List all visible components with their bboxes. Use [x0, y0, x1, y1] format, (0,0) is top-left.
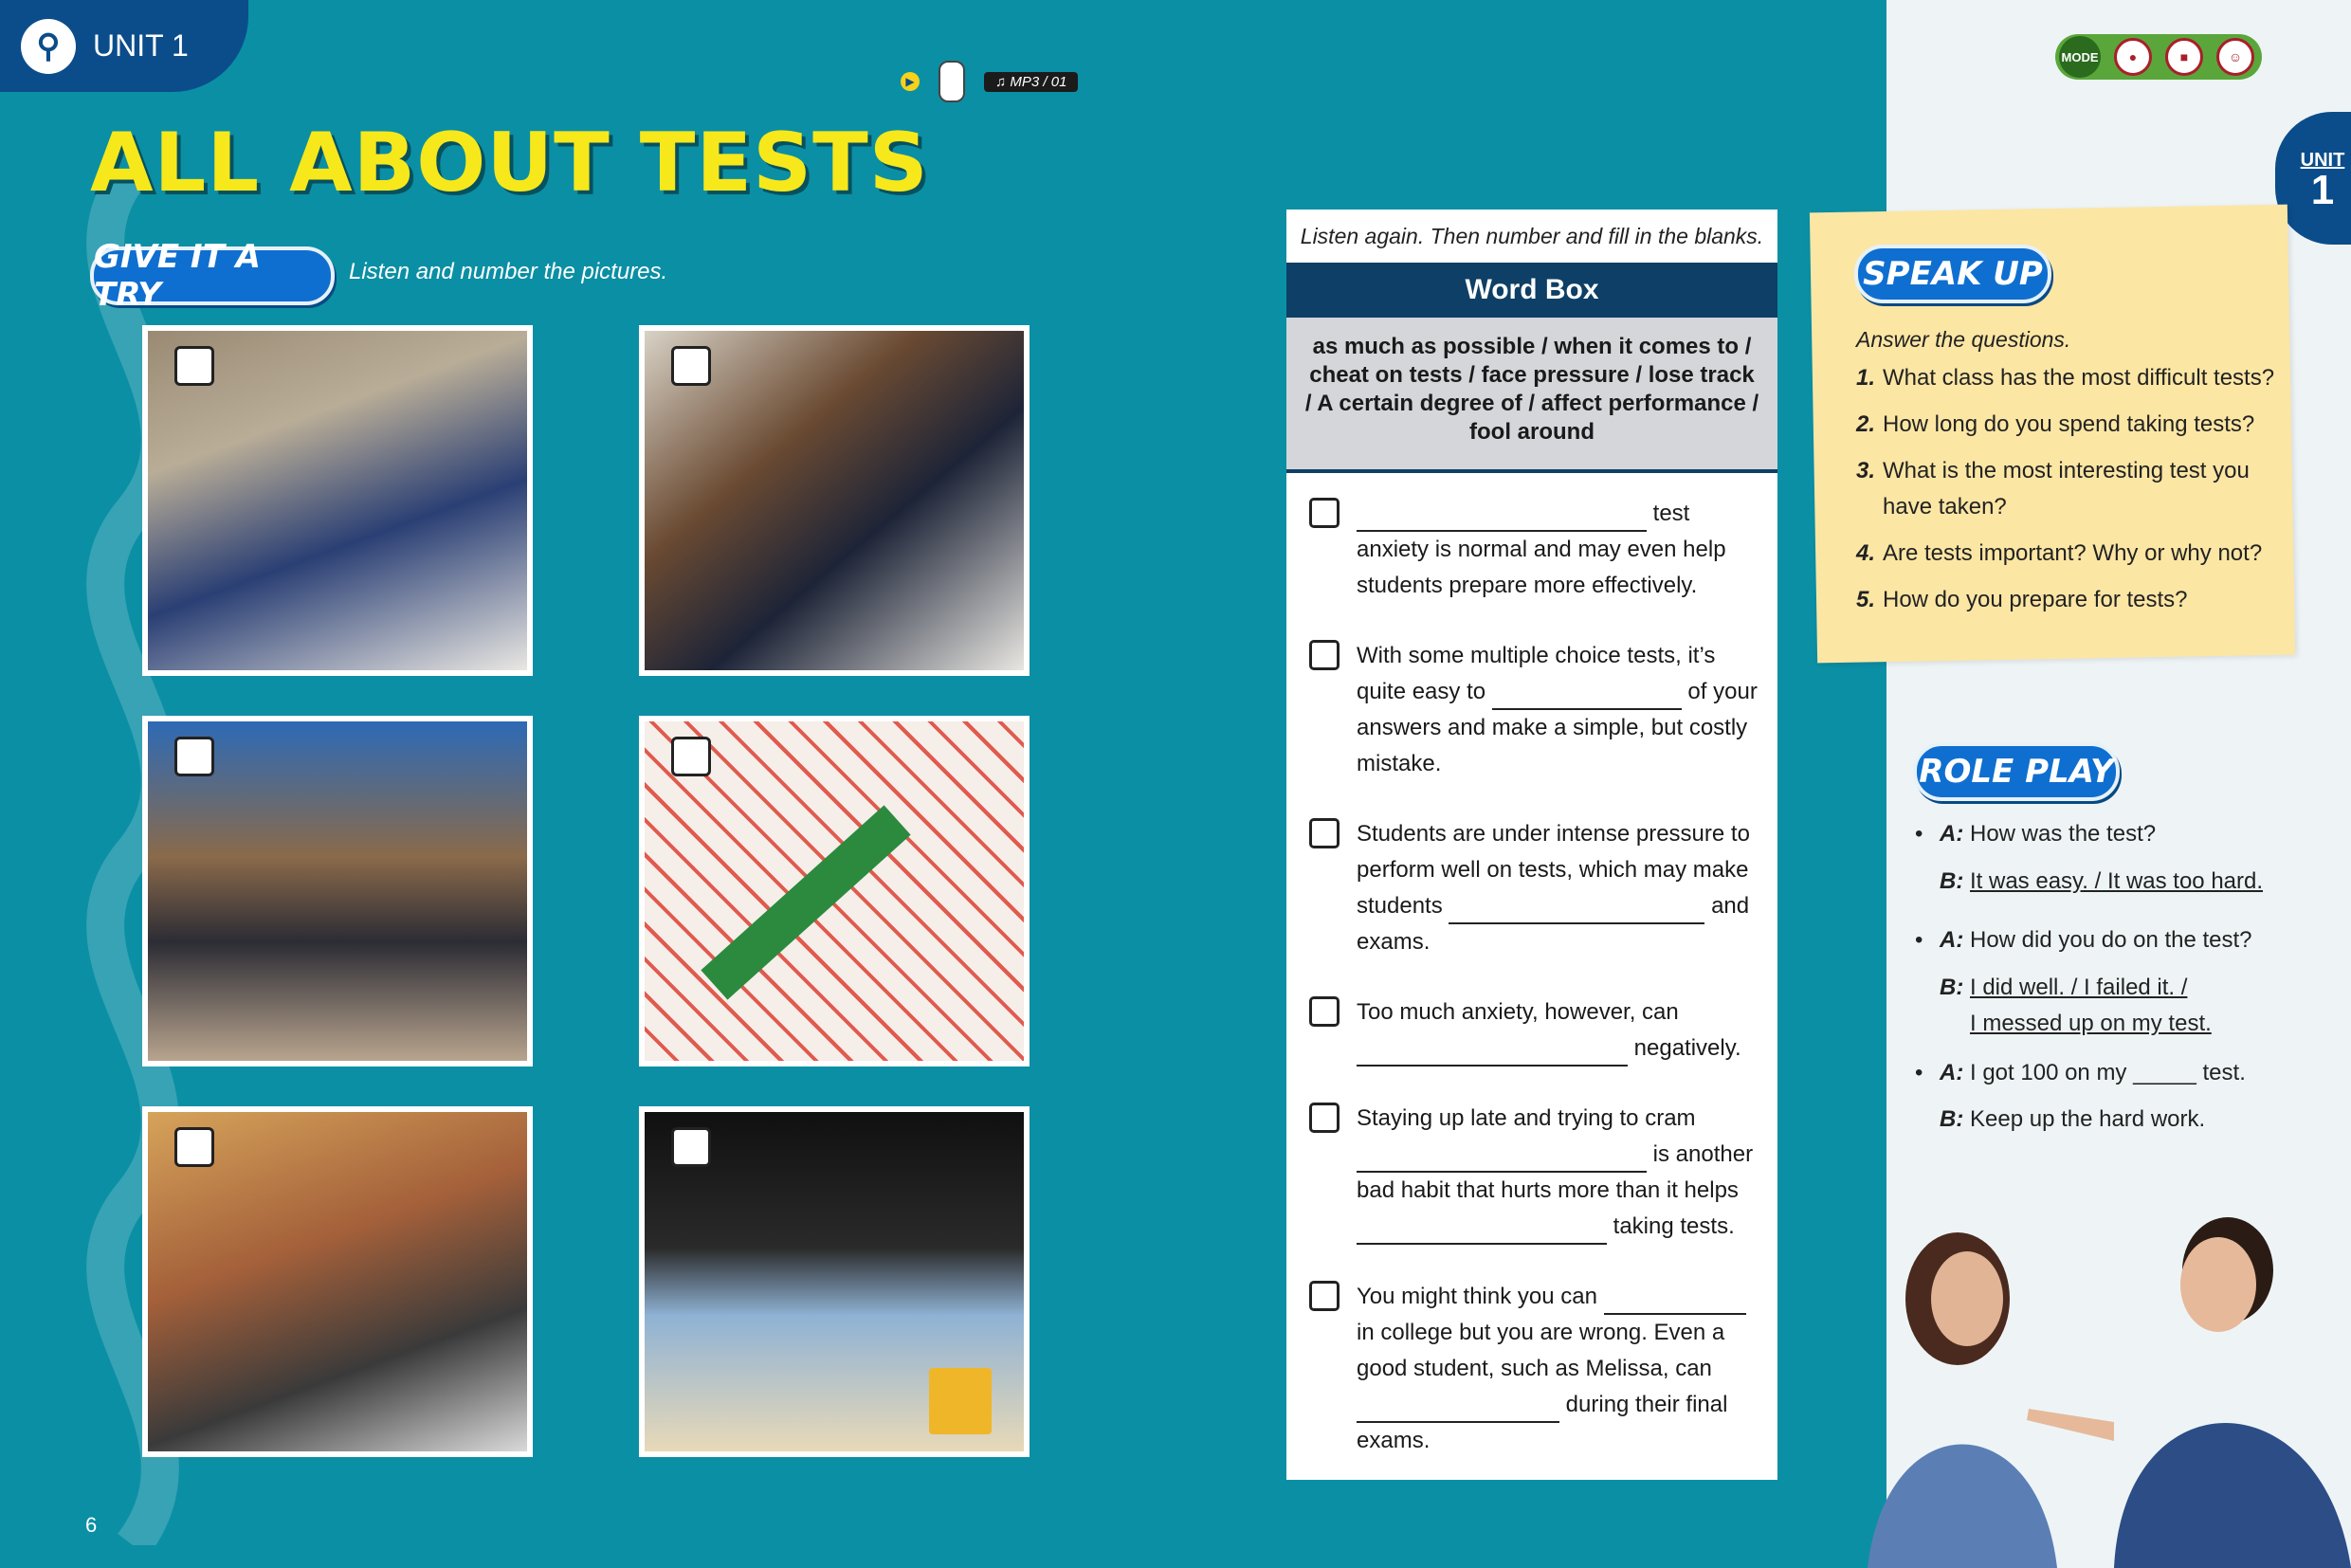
mug-shape — [929, 1368, 992, 1434]
mode-button[interactable]: MODE — [2059, 36, 2101, 78]
unit-side-tab-label: UNIT — [2300, 150, 2345, 171]
word-box-panel — [1286, 210, 1777, 1480]
fill-in-item: Too much anxiety, however, can negatively. — [1309, 994, 1759, 1067]
blank-field[interactable] — [1449, 898, 1704, 924]
fill-in-item: Staying up late and trying to cram is another bad habit that hurts more than it helps taking tests. — [1309, 1101, 1759, 1245]
girl-face-shape — [1931, 1251, 2003, 1346]
role-play-line: I messed up on my test. — [1970, 1011, 2212, 1036]
photo-checkbox[interactable] — [174, 346, 214, 386]
item-checkbox[interactable] — [1309, 996, 1340, 1027]
fill-in-item: Students are under intense pressure to perform well on tests, which may make students and exams. — [1309, 816, 1759, 960]
two-students-talking-illustration — [1830, 1185, 2351, 1568]
speak-up-question: have taken? — [1883, 494, 2007, 520]
speak-up-question: 5. How do you prepare for tests? — [1856, 587, 2188, 612]
role-play-line: B: Keep up the hard work. — [1940, 1106, 2206, 1132]
blank-field[interactable] — [1357, 1040, 1628, 1067]
blank-field[interactable] — [1492, 684, 1682, 710]
blank-field[interactable] — [1604, 1288, 1746, 1315]
blank-field[interactable] — [1357, 505, 1647, 532]
character-icon — [939, 61, 965, 102]
answer-sheet-with-pencil-photo — [639, 716, 1030, 1067]
word-box-words: as much as possible / when it comes to / cheat on tests / face pressure / lose track / A certain degree of / affect performance / fool around — [1286, 318, 1777, 469]
students-in-lecture-hall-photo — [142, 716, 533, 1067]
word-box-instruction: Listen again. Then number and fill in the blanks. — [1300, 223, 1764, 248]
item-checkbox[interactable] — [1309, 1281, 1340, 1311]
speak-up-question: 1. What class has the most difficult tests? — [1856, 365, 2275, 391]
page-number: 6 — [85, 1513, 98, 1537]
role-play-line: B: I did well. / I failed it. / — [1940, 975, 2188, 1000]
word-box-title: Word Box — [1286, 263, 1777, 318]
item-checkbox[interactable] — [1309, 498, 1340, 528]
girl-jacket-shape — [1868, 1445, 2057, 1568]
photo-checkbox[interactable] — [671, 346, 711, 386]
tired-student-studying-at-night-photo — [639, 1106, 1030, 1457]
fill-in-item: test anxiety is normal and may even help students prepare more effectively. — [1309, 496, 1759, 604]
mp3-track-label: MP3 / 01 — [1010, 73, 1067, 90]
play-icon[interactable]: ▶ — [901, 72, 920, 91]
pencil-shape — [701, 805, 910, 999]
speak-up-question: 4. Are tests important? Why or why not? — [1856, 540, 2263, 566]
mode-bar — [2055, 34, 2262, 80]
stressed-young-man-photo — [142, 1106, 533, 1457]
role-play-heading: ROLE PLAY — [1913, 742, 2120, 801]
photo-checkbox[interactable] — [671, 1127, 711, 1167]
mp3-track-badge[interactable]: ♫ MP3 / 01 — [984, 72, 1078, 92]
item-checkbox[interactable] — [1309, 818, 1340, 848]
photo-checkbox[interactable] — [174, 737, 214, 776]
unit-side-tab-number: 1 — [2310, 167, 2335, 213]
record-icon[interactable]: ● — [2114, 38, 2152, 76]
face-icon[interactable]: ☺ — [2216, 38, 2254, 76]
role-play-line: • A: How was the test? — [1915, 821, 2157, 847]
search-logo-icon: ⚲ — [21, 19, 76, 74]
speak-up-question: 2. How long do you spend taking tests? — [1856, 411, 2255, 437]
audio-controls — [901, 61, 1078, 102]
role-play-line: B: It was easy. / It was too hard. — [1940, 868, 2264, 894]
fill-in-item: With some multiple choice tests, it’s quite easy to of your answers and make a simple, but costly mistake. — [1309, 638, 1759, 782]
photo-checkbox[interactable] — [671, 737, 711, 776]
girl-writing-library-photo — [142, 325, 533, 676]
boy-hand-shape — [2027, 1409, 2114, 1441]
role-play-line: • A: How did you do on the test? — [1915, 927, 2252, 953]
speak-up-heading: SPEAK UP — [1854, 245, 2051, 303]
boy-face-shape — [2180, 1237, 2256, 1332]
item-checkbox[interactable] — [1309, 1103, 1340, 1133]
stop-icon[interactable]: ■ — [2165, 38, 2203, 76]
page-title: ALL ABOUT TESTS — [90, 116, 929, 210]
role-play-line: • A: I got 100 on my _____ test. — [1915, 1060, 2246, 1085]
unit-label: UNIT 1 — [93, 28, 189, 63]
fill-in-item: You might think you can in college but you are wrong. Even a good student, such as Melissa, can during their final exams. — [1309, 1279, 1759, 1459]
boy-shirt-shape — [2114, 1423, 2351, 1568]
give-it-a-try-heading: GIVE IT A TRY — [90, 246, 335, 305]
speak-up-instruction: Answer the questions. — [1856, 327, 2071, 352]
photo-checkbox[interactable] — [174, 1127, 214, 1167]
unit-tab — [0, 0, 248, 92]
item-checkbox[interactable] — [1309, 640, 1340, 670]
boy-writing-test-photo — [639, 325, 1030, 676]
blank-field[interactable] — [1357, 1396, 1559, 1423]
blank-field[interactable] — [1357, 1218, 1607, 1245]
speak-up-question: 3. What is the most interesting test you — [1856, 458, 2250, 483]
blank-field[interactable] — [1357, 1146, 1647, 1173]
fill-in-list — [1286, 473, 1777, 1459]
give-it-a-try-instruction: Listen and number the pictures. — [349, 259, 668, 284]
